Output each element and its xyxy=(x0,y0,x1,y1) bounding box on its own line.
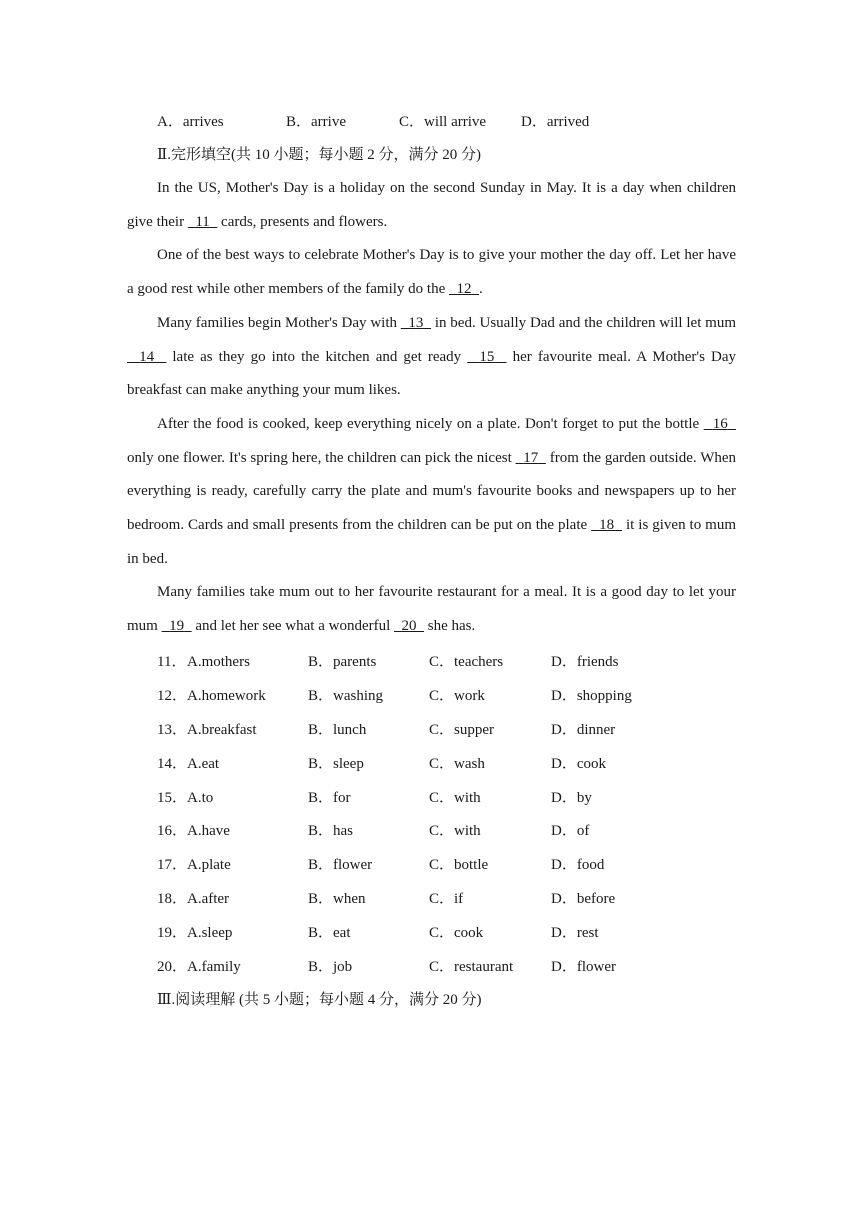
choice-b: B．for xyxy=(308,789,351,806)
choice-d: D．by xyxy=(551,789,592,806)
passage-text: in bed. Usually Dad and the children will let mum xyxy=(431,314,737,331)
blank-17 xyxy=(516,450,546,466)
choice-row xyxy=(157,821,717,855)
blank-label: 14 xyxy=(139,348,155,365)
choice-c: C．supper xyxy=(429,721,494,738)
cloze-choices xyxy=(157,652,717,991)
choice-row xyxy=(157,652,717,686)
passage-text: Many families begin Mother's Day with xyxy=(157,314,401,331)
blank-11 xyxy=(188,214,217,230)
question-number: 19． xyxy=(157,925,188,942)
passage-text: In the US, Mother's Day is a holiday on the second Sunday in May. It is a day when children give their xyxy=(127,180,736,230)
blank-label: 20 xyxy=(401,618,417,635)
question-number: 14． xyxy=(157,755,188,772)
blank-number xyxy=(591,517,622,533)
choice-a: A.homework xyxy=(187,687,266,704)
blank-label: 15 xyxy=(479,348,495,365)
blank-18 xyxy=(591,517,622,533)
choice-d: D．flower xyxy=(551,959,616,976)
option-d: D．arrived xyxy=(521,114,590,130)
choice-d: D．shopping xyxy=(551,687,632,704)
passage-text: and let her see what a wonderful xyxy=(191,618,395,635)
choice-d: D．friends xyxy=(551,654,619,670)
question-number: 11． xyxy=(157,654,187,670)
choice-b: B．sleep xyxy=(308,755,364,772)
choice-b: B．has xyxy=(308,823,354,840)
choice-a: A.to xyxy=(187,789,214,806)
option-a: A．arrives xyxy=(157,114,224,130)
choice-c: C．wash xyxy=(429,755,485,772)
choice-a: A.have xyxy=(187,823,230,840)
passage-text: . xyxy=(479,281,483,298)
choice-d: D．food xyxy=(551,857,605,874)
choice-row xyxy=(157,957,717,991)
choice-a: A.breakfast xyxy=(187,721,257,738)
section-heading-reading: Ⅲ.阅读理解 (共 5 小题；每小题 4 分，满分 20 分) xyxy=(157,992,482,1008)
choice-row xyxy=(157,788,717,822)
choice-d: D．rest xyxy=(551,925,599,942)
blank-number xyxy=(394,618,424,634)
choice-c: C．with xyxy=(429,823,481,840)
passage-paragraph xyxy=(127,408,736,577)
question-number: 16． xyxy=(157,823,188,840)
passage-text: One of the best ways to celebrate Mother's Day is to give your mother the day off. Let her have a good rest while other members of the family do the xyxy=(127,247,736,298)
blank-label: 16 xyxy=(712,415,728,432)
choice-a: A.family xyxy=(187,959,241,976)
blank-label: 12 xyxy=(456,281,472,298)
choice-b: B．eat xyxy=(308,925,351,942)
passage-paragraph xyxy=(127,576,736,643)
choice-a: A.sleep xyxy=(187,925,233,942)
question-number: 20． xyxy=(157,959,188,976)
choice-a: A.after xyxy=(187,891,230,908)
choice-d: D．of xyxy=(551,823,590,840)
blank-number xyxy=(401,315,431,331)
blank-20 xyxy=(394,618,424,634)
choice-c: C．work xyxy=(429,687,485,704)
passage-text: she has. xyxy=(424,618,476,635)
choice-b: B．when xyxy=(308,891,366,908)
blank-number xyxy=(516,450,546,466)
choice-b: B．job xyxy=(308,959,353,976)
blank-label: 19 xyxy=(169,618,185,635)
question-number: 18． xyxy=(157,891,188,908)
choice-d: D．before xyxy=(551,891,616,908)
choice-row xyxy=(157,686,717,720)
blank-13 xyxy=(401,315,431,331)
blank-number xyxy=(188,214,217,230)
choice-c: C．with xyxy=(429,789,481,806)
question-number: 13． xyxy=(157,721,188,738)
choice-row xyxy=(157,754,717,788)
passage-text: from the garden outside. When everything is ready, carefully carry the plate and mum's favourite books and newspapers up to her bedroom. Cards and small presents from the children can be put on the plate xyxy=(127,449,737,534)
passage-paragraph xyxy=(127,307,736,408)
passage-text: Many families take mum out to her favourite restaurant for a meal. It is a good day to let your mum xyxy=(127,584,736,635)
passage-paragraph xyxy=(127,239,736,306)
choice-c: C．cook xyxy=(429,925,484,942)
choice-row xyxy=(157,889,717,923)
passage-text: only one flower. It's spring here, the children can pick the nicest xyxy=(127,449,516,466)
blank-number xyxy=(162,618,192,634)
passage-text: cards, presents and flowers. xyxy=(217,213,388,230)
blank-label: 11 xyxy=(195,213,210,230)
section-heading-cloze: Ⅱ.完形填空(共 10 小题；每小题 2 分，满分 20 分) xyxy=(157,147,481,163)
choice-c: C．bottle xyxy=(429,857,489,874)
blank-16 xyxy=(704,416,736,432)
choice-row xyxy=(157,855,717,889)
question-number: 17． xyxy=(157,857,188,874)
blank-label: 18 xyxy=(599,517,615,534)
choice-b: B．flower xyxy=(308,857,373,874)
passage-text: After the food is cooked, keep everything nicely on a plate. Don't forget to put the bottle xyxy=(157,415,704,432)
blank-number xyxy=(449,281,479,297)
choice-a: A.plate xyxy=(187,857,231,874)
option-c: C．will arrive xyxy=(399,114,487,130)
blank-19 xyxy=(162,618,192,634)
choice-b: B．washing xyxy=(308,687,384,704)
blank-number xyxy=(127,349,166,365)
cloze-passage xyxy=(127,172,736,644)
blank-label: 17 xyxy=(523,449,539,466)
choice-row xyxy=(157,923,717,957)
choice-c: C．teachers xyxy=(429,654,504,670)
passage-paragraph xyxy=(127,172,736,239)
blank-label: 13 xyxy=(408,314,424,331)
choice-row xyxy=(157,720,717,754)
passage-text: her favourite meal. A Mother's Day breakfast can make anything your mum likes. xyxy=(127,348,737,399)
blank-number xyxy=(467,349,506,365)
choice-b: B．parents xyxy=(308,654,377,670)
passage-text: it is given to mum in bed. xyxy=(127,517,737,567)
choice-c: C．restaurant xyxy=(429,959,514,976)
question-number: 15． xyxy=(157,789,188,806)
choice-a: A.eat xyxy=(187,755,220,772)
option-b: B．arrive xyxy=(286,114,346,130)
blank-14 xyxy=(127,349,166,365)
blank-number xyxy=(704,416,736,432)
question-number: 12． xyxy=(157,687,188,704)
passage-text: late as they go into the kitchen and get ready xyxy=(166,348,468,365)
choice-a: A.mothers xyxy=(187,654,250,670)
blank-15 xyxy=(467,349,506,365)
choice-d: D．dinner xyxy=(551,721,616,738)
choice-b: B．lunch xyxy=(308,721,367,738)
choice-d: D．cook xyxy=(551,755,606,772)
blank-12 xyxy=(449,281,479,297)
choice-c: C．if xyxy=(429,891,464,908)
